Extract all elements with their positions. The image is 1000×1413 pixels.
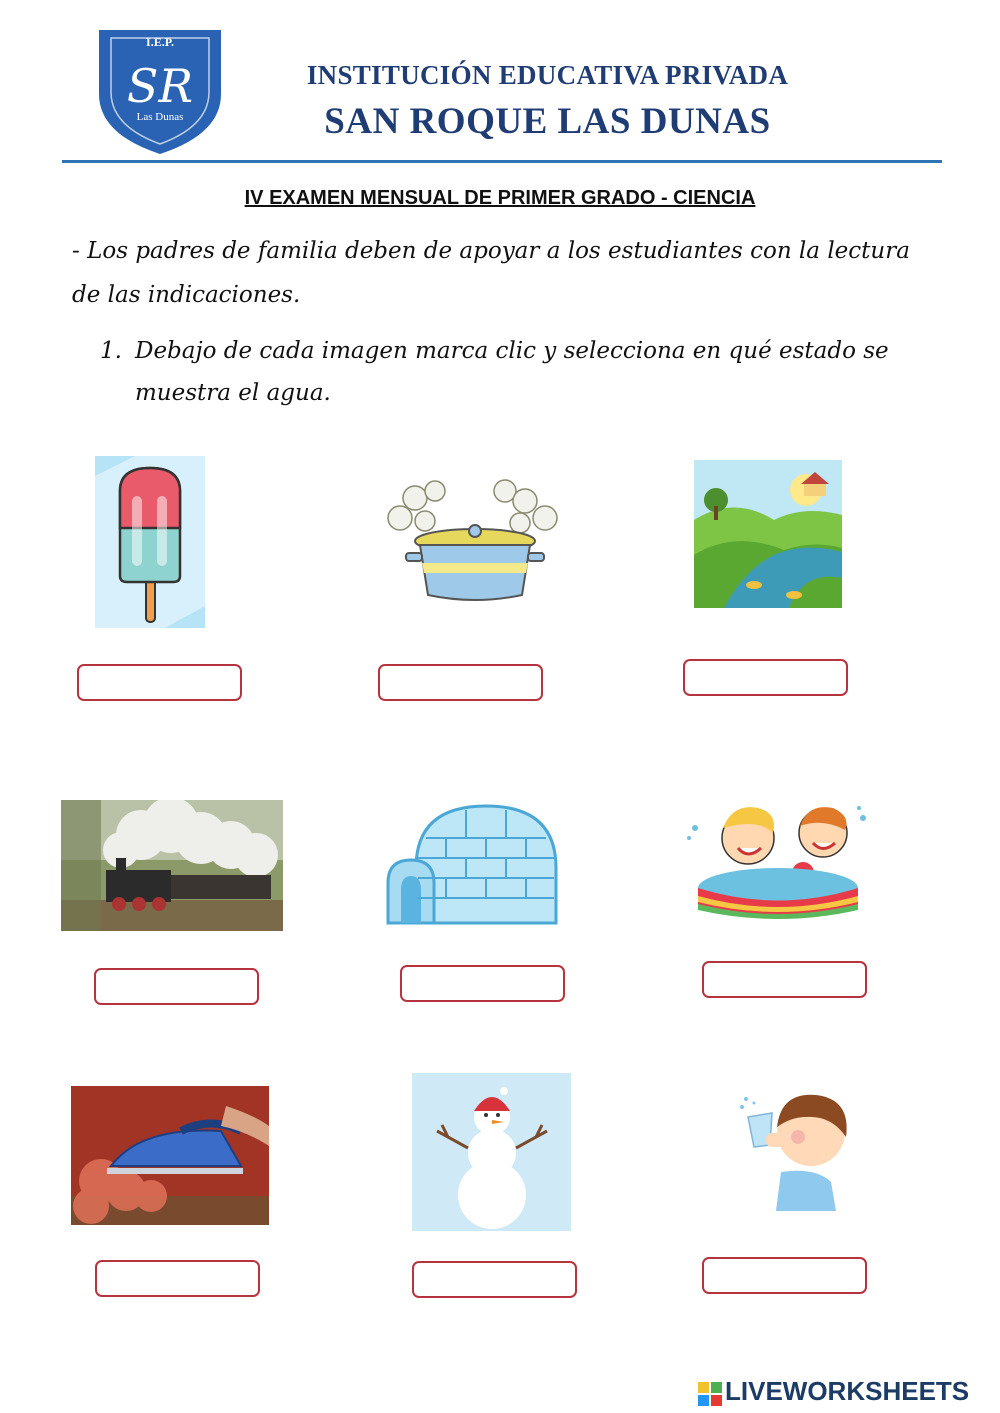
watermark-text: LIVEWORKSHEETS: [725, 1376, 970, 1406]
steam-iron-icon: [71, 1086, 269, 1225]
question-text-line-1: Debajo de cada imagen marca clic y selecciona en qué estado se: [135, 338, 889, 364]
logo-bottom-text: Las Dunas: [136, 111, 184, 123]
steaming-pot-icon: [380, 473, 565, 606]
question-text-line-2: muestra el agua.: [135, 380, 331, 406]
answer-select-2[interactable]: [378, 664, 543, 701]
snowman-icon: [412, 1073, 571, 1231]
parent-note-line-2: de las indicaciones.: [72, 282, 301, 308]
igloo-icon: [386, 798, 562, 926]
liveworksheets-watermark: [698, 1376, 998, 1410]
river-landscape-icon: [694, 460, 842, 608]
liveworksheets-logo-icon: [698, 1382, 722, 1406]
answer-select-9[interactable]: [702, 1257, 867, 1294]
school-logo: [95, 24, 225, 156]
question-number: 1.: [100, 338, 122, 364]
answer-select-8[interactable]: [412, 1261, 577, 1298]
answer-select-1[interactable]: [77, 664, 242, 701]
steam-train-icon: [61, 800, 283, 931]
header-divider: [62, 160, 942, 163]
answer-select-6[interactable]: [702, 961, 867, 998]
institution-type: INSTITUCIÓN EDUCATIVA PRIVADA: [306, 60, 789, 90]
answer-select-7[interactable]: [95, 1260, 260, 1297]
answer-select-4[interactable]: [94, 968, 259, 1005]
parent-note-line-1: - Los padres de familia deben de apoyar a los estudiantes con la lectura: [72, 238, 910, 264]
kids-pool-icon: [683, 788, 871, 924]
answer-select-5[interactable]: [400, 965, 565, 1002]
institution-name: SAN ROQUE LAS DUNAS: [324, 101, 771, 142]
logo-top-text: I.E.P.: [146, 35, 174, 49]
exam-title: IV EXAMEN MENSUAL DE PRIMER GRADO - CIENCIA: [244, 187, 756, 209]
answer-select-3[interactable]: [683, 659, 848, 696]
logo-monogram: SR: [126, 59, 194, 113]
boy-drinking-water-icon: [736, 1087, 854, 1211]
popsicle-icon: [95, 456, 205, 628]
